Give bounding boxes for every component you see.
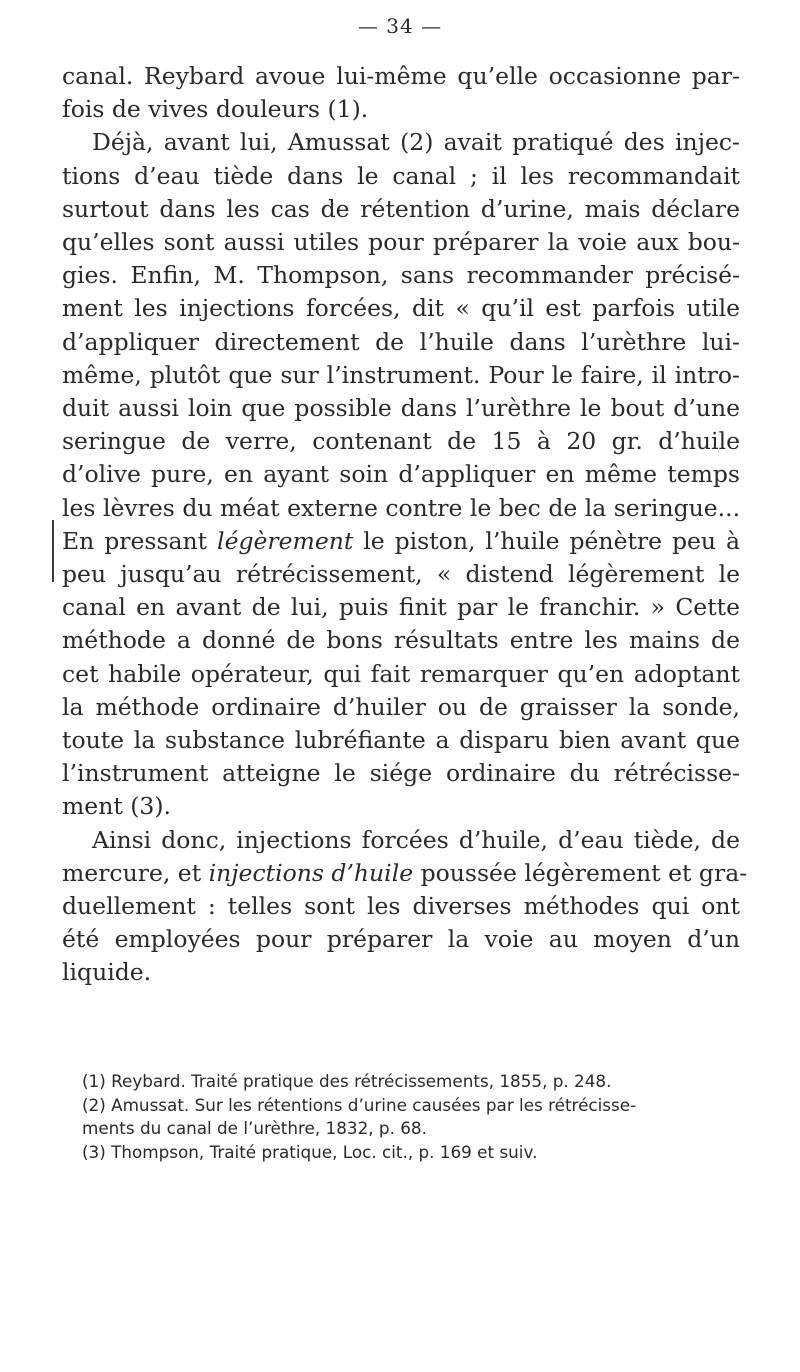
- text-line: [62, 591, 740, 624]
- text-line: [62, 624, 740, 657]
- text-line: [62, 492, 740, 525]
- text-line: [62, 724, 740, 757]
- text-run: la méthode ordinaire d’huiler ou de graisser la sonde,: [62, 692, 740, 721]
- footnote-line: (3) Thompson, Traité pratique, Loc. cit., p. 169 et suiv.: [82, 1141, 538, 1162]
- footnote-line: ments du canal de l’urèthre, 1832, p. 68.: [82, 1118, 427, 1139]
- text-line: [62, 824, 740, 857]
- text-run: Ainsi donc, injections forcées d’huile, d’eau tiède, de: [92, 825, 740, 854]
- text-run: surtout dans les cas de rétention d’urine, mais déclare: [62, 194, 740, 223]
- text-line: [62, 226, 740, 259]
- text-line: [62, 392, 740, 425]
- text-run: été employées pour préparer la voie au moyen d’un: [62, 925, 740, 954]
- text-run: les lèvres du méat externe contre le bec de la seringue...: [62, 493, 741, 522]
- text-line: [62, 292, 740, 325]
- text-run: d’appliquer directement de l’huile dans l’urèthre lui-: [62, 327, 740, 356]
- text-run: duellement : telles sont les diverses méthodes qui ont: [62, 892, 740, 921]
- text-line: [62, 757, 740, 790]
- text-run: tions d’eau tiède dans le canal ; il les recommandait: [62, 161, 740, 190]
- text-run: le piston, l’huile pénètre peu à: [353, 526, 741, 555]
- text-line: [62, 956, 740, 989]
- text-line: [62, 857, 748, 890]
- footnote-line: (1) Reybard. Traité pratique des rétrécissements, 1855, p. 248.: [82, 1071, 612, 1091]
- text-run: d’olive pure, en ayant soin d’appliquer en même temps: [62, 460, 740, 489]
- text-run: canal. Reybard avoue lui-même qu’elle occasionne par-: [62, 62, 740, 90]
- text-line: [62, 790, 740, 823]
- text-run: peu jusqu’au rétrécissement, « distend légèrement le: [62, 560, 740, 589]
- text-run: mercure, et: [62, 858, 209, 887]
- page-number: — 34 —: [357, 14, 443, 38]
- text-run: cet habile opérateur, qui fait remarquer qu’en adoptant: [62, 659, 740, 688]
- footnotes: [82, 1070, 742, 1164]
- italic-text: légèrement: [217, 526, 354, 555]
- text-run: Déjà, avant lui, Amussat (2) avait pratiqué des injec-: [92, 128, 740, 157]
- text-run: qu’elles sont aussi utiles pour préparer la voie aux bou-: [62, 228, 740, 257]
- text-line: [62, 160, 740, 193]
- text-run: méthode a donné de bons résultats entre les mains de: [62, 626, 740, 655]
- text-run: même, plutôt que sur l’instrument. Pour le faire, il intro-: [62, 360, 740, 389]
- text-run: En pressant: [62, 526, 218, 555]
- text-line: [62, 425, 740, 458]
- text-run: l’instrument atteigne le siége ordinaire du rétrécisse-: [62, 759, 740, 788]
- text-line: [62, 691, 740, 724]
- text-run: toute la substance lubréfiante a disparu bien avant que: [62, 726, 740, 755]
- text-run: fois de vives douleurs (1).: [62, 95, 369, 124]
- text-line: [62, 359, 740, 392]
- text-line: [62, 525, 740, 558]
- text-line: [62, 923, 740, 956]
- italic-text: injections d’huile: [208, 858, 414, 887]
- body-text: [62, 60, 748, 990]
- text-line: [62, 126, 740, 159]
- text-line: [62, 558, 740, 591]
- text-line: [62, 93, 740, 126]
- text-run: liquide.: [62, 958, 152, 987]
- text-line: [62, 60, 740, 93]
- text-line: [62, 658, 740, 691]
- text-line: [62, 259, 740, 292]
- text-run: ment (3).: [62, 792, 171, 821]
- text-run: ment les injections forcées, dit « qu’il est parfois utile: [62, 294, 740, 323]
- text-line: [62, 326, 740, 359]
- text-run: gies. Enfin, M. Thompson, sans recommander précisé-: [62, 261, 740, 290]
- margin-bar: [52, 520, 54, 582]
- text-line: [62, 193, 740, 226]
- text-run: seringue de verre, contenant de 15 à 20 gr. d’huile: [62, 427, 740, 456]
- text-run: canal en avant de lui, puis finit par le franchir. » Cette: [62, 593, 740, 622]
- text-line: [62, 458, 740, 491]
- footnote-line: (2) Amussat. Sur les rétentions d’urine causées par les rétrécisse-: [82, 1094, 637, 1115]
- text-run: duit aussi loin que possible dans l’urèthre le bout d’une: [62, 394, 740, 423]
- text-line: [62, 890, 740, 923]
- text-run: poussée légèrement et gra-: [413, 858, 748, 887]
